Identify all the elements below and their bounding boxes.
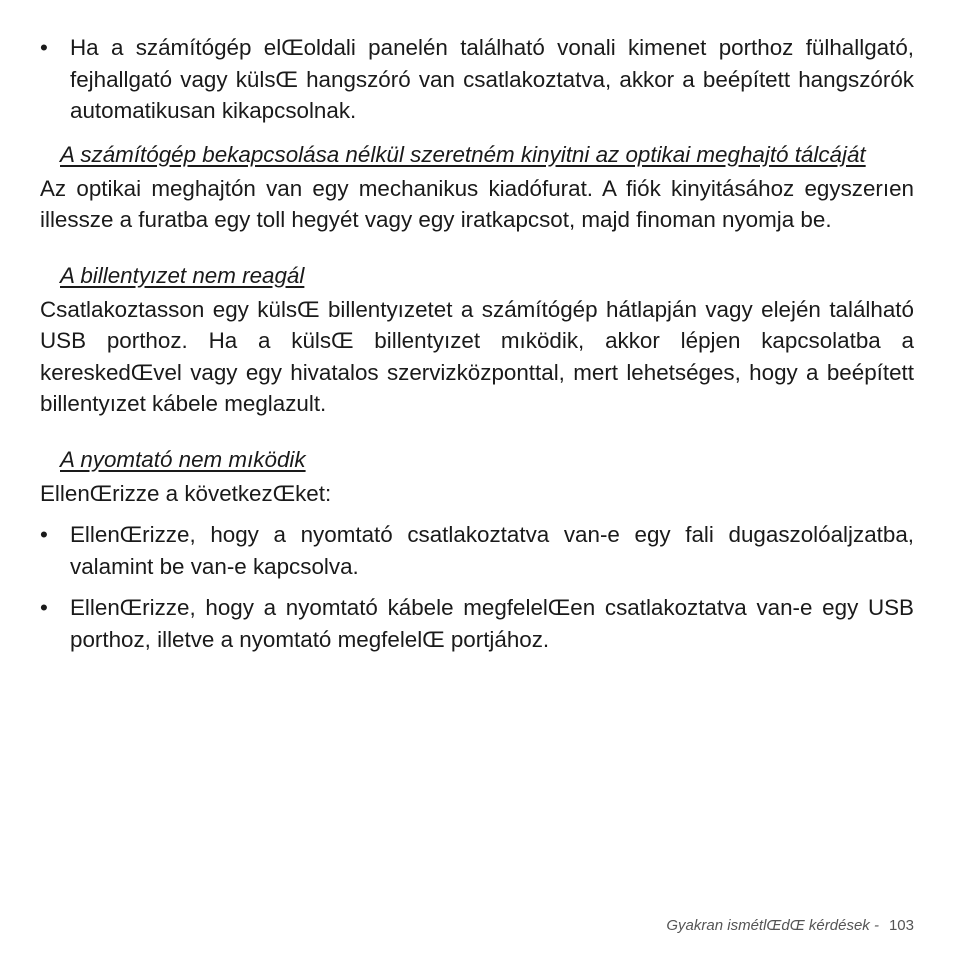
bullet-icon: • [40, 595, 48, 620]
paragraph-keyboard: Csatlakoztasson egy külsŒ billentyızetet a számítógép hátlapján vagy elején található USB porthoz. Ha a külsŒ billentyızet mıködik, akkor lépjen kapcsolatba a kereskedŒvel vagy egy hivatalos szervizközponttal, mert lehetséges, hogy a beépített billentyızet kábele meglazult. [40, 296, 914, 416]
section-heading-keyboard: A billentyızet nem reagál [60, 262, 305, 288]
list-item [40, 32, 914, 127]
list-item [40, 592, 914, 655]
bullet-icon: • [40, 522, 48, 547]
section-heading-optical-drive: A számítógép bekapcsolása nélkül szeretném kinyitni az optikai meghajtó tálcáját [60, 141, 866, 167]
list-item-text: Ha a számítógép elŒoldali panelén található vonali kimenet porthoz fülhallgató, fejhallgató vagy külsŒ hangszóró van csatlakoztatva, akkor a beépített hangszórók automatikusan kikapcsolnak. [70, 35, 914, 123]
document-page [40, 32, 914, 655]
paragraph-optical-drive: Az optikai meghajtón van egy mechanikus kiadófurat. A fiók kinyitásához egyszerıen illessze a furatba egy toll hegyét vagy egy iratkapcsot, majd finoman nyomja be. [40, 175, 914, 232]
paragraph-printer-intro: EllenŒrizze a következŒket: [40, 480, 332, 506]
page-footer [666, 917, 914, 934]
list-item-text: EllenŒrizze, hogy a nyomtató kábele megfelelŒen csatlakoztatva van-e egy USB porthoz, illetve a nyomtató megfelelŒ portjához. [70, 595, 914, 652]
bullet-icon: • [40, 35, 48, 60]
section-heading-printer: A nyomtató nem mıködik [60, 446, 306, 472]
list-item-text: EllenŒrizze, hogy a nyomtató csatlakoztatva van-e egy fali dugaszolóaljzatba, valamint be van-e kapcsolva. [70, 522, 914, 579]
page-number: 103 [888, 917, 914, 934]
list-item [40, 519, 914, 582]
footer-section-title: Gyakran ismétlŒdŒ kérdések - [666, 917, 879, 934]
